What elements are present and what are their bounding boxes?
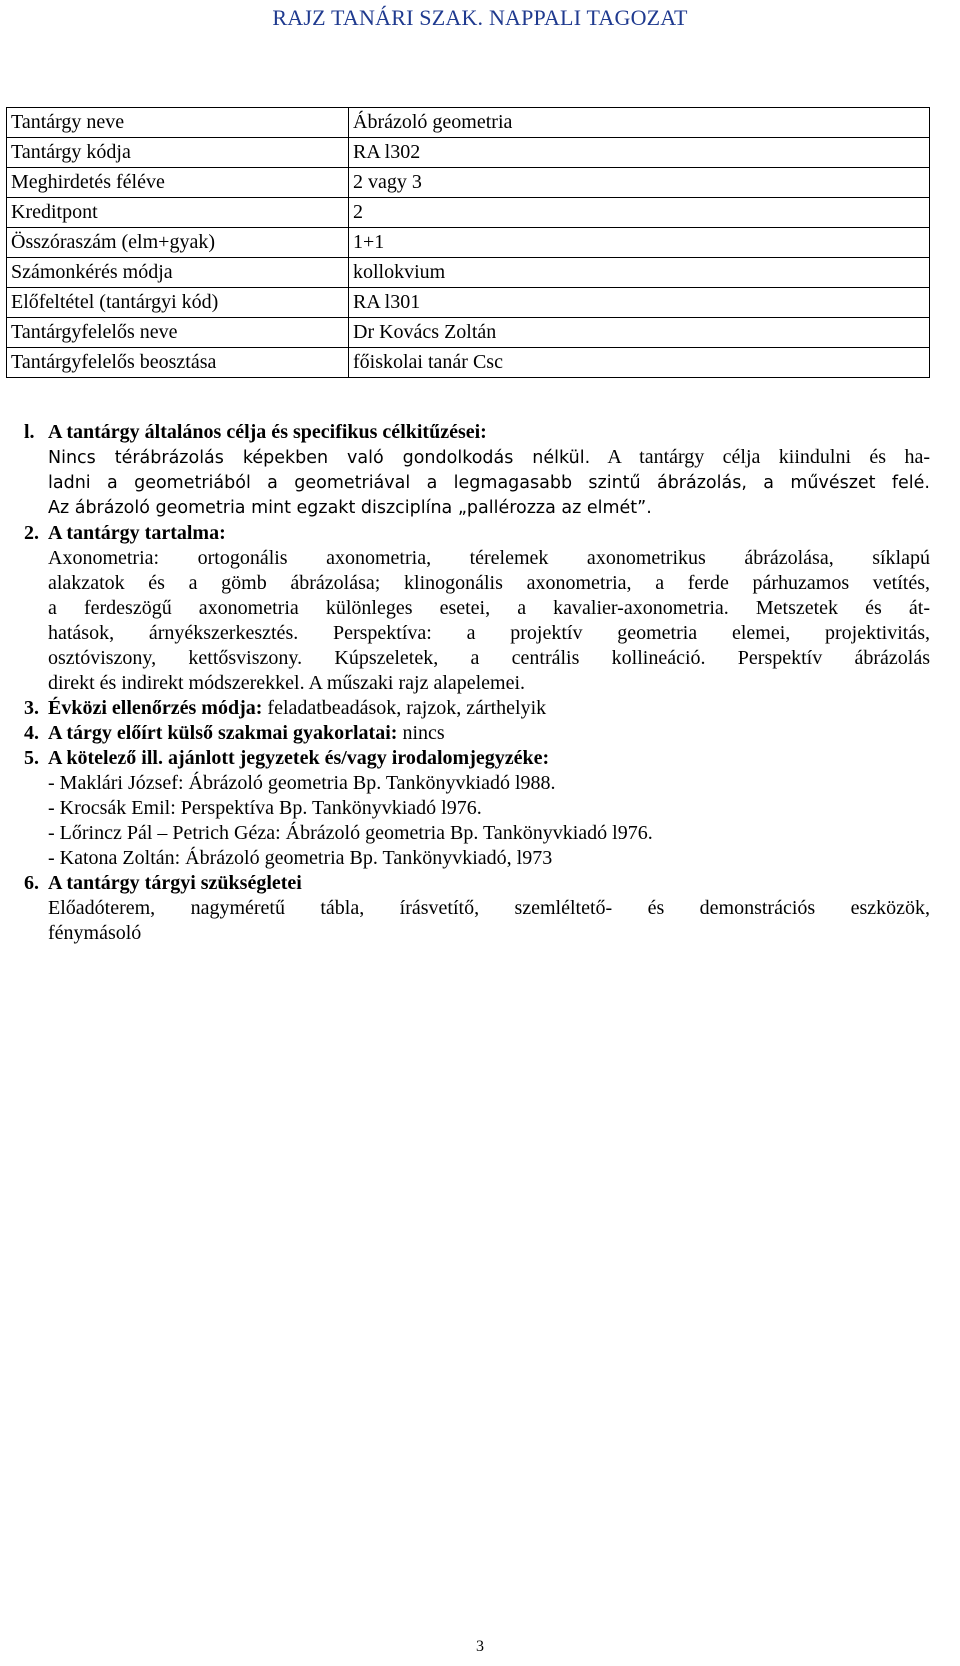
section-requirements <box>24 871 930 946</box>
row-value: főiskolai tanár Csc <box>349 348 930 378</box>
row-label: Kreditpont <box>7 198 349 228</box>
section-text: nincs <box>397 722 445 744</box>
row-value: Ábrázoló geometria <box>349 108 930 138</box>
paragraph-line <box>48 445 930 471</box>
section-assessment <box>24 696 930 721</box>
paragraph-line: hatások, árnyékszerkesztés. Perspektíva: a projektív geometria elemei, projektivitás, <box>48 622 930 644</box>
row-label: Tantárgy kódja <box>7 138 349 168</box>
section-title: Évközi ellenőrzés módja: <box>48 697 263 719</box>
section-bibliography <box>24 746 930 871</box>
table-row <box>7 318 930 348</box>
section-number: 2. <box>24 522 39 544</box>
row-label: Számonkérés módja <box>7 258 349 288</box>
row-value: 2 <box>349 198 930 228</box>
section-practice <box>24 721 930 746</box>
row-value: RA l302 <box>349 138 930 168</box>
section-content <box>24 521 930 696</box>
table-row <box>7 228 930 258</box>
paragraph-line: ladni a geometriából a geometriával a legmagasabb szintű ábrázolás, a művészet felé. <box>48 473 930 493</box>
section-number: 6. <box>24 872 39 894</box>
row-label: Tantárgy neve <box>7 108 349 138</box>
table-row <box>7 288 930 318</box>
row-value: RA l301 <box>349 288 930 318</box>
section-title: A kötelező ill. ajánlott jegyzetek és/vagy irodalomjegyzéke: <box>48 747 550 769</box>
row-value: kollokvium <box>349 258 930 288</box>
row-value: 2 vagy 3 <box>349 168 930 198</box>
section-title: A tantárgy tárgyi szükségletei <box>48 872 302 894</box>
paragraph-line: alakzatok és a gömb ábrázolása; klinogonális axonometria, a ferde párhuzamos vetítés, <box>48 572 930 594</box>
row-value: 1+1 <box>349 228 930 258</box>
table-row <box>7 348 930 378</box>
section-title: A tárgy előírt külső szakmai gyakorlatai: <box>48 722 398 744</box>
goal-sentence-1: Nincs térábrázolás képekben való gondolkodás nélkül. <box>48 448 591 468</box>
row-label: Tantárgyfelelős beosztása <box>7 348 349 378</box>
section-title: A tantárgy tartalma: <box>48 522 226 544</box>
paragraph-line: direkt és indirekt módszerekkel. A műszaki rajz alapelemei. <box>48 672 526 694</box>
table-row <box>7 108 930 138</box>
section-text: feladatbeadások, rajzok, zárthelyik <box>262 697 547 719</box>
row-label: Előfeltétel (tantárgyi kód) <box>7 288 349 318</box>
paragraph-line: Előadóterem, nagyméretű tábla, írásvetítő, szemléltető- és demonstrációs eszközök, <box>48 897 930 919</box>
list-item: - Lőrincz Pál – Petrich Géza: Ábrázoló geometria Bp. Tankönyvkiadó l976. <box>48 822 653 844</box>
section-number: 5. <box>24 747 39 769</box>
paragraph-line: osztóviszony, kettősviszony. Kúpszeletek, a centrális kollineáció. Perspektív ábrázolás <box>48 647 930 669</box>
table-row <box>7 168 930 198</box>
course-info-table <box>6 107 930 378</box>
goal-sentence-2: A tantárgy célja kiindulni és ha- <box>590 446 930 468</box>
list-item: - Katona Zoltán: Ábrázoló geometria Bp. Tankönyvkiadó, l973 <box>48 847 553 869</box>
paragraph-line: Axonometria: ortogonális axonometria, térelemek axonometrikus ábrázolása, síklapú <box>48 547 930 569</box>
list-item: - Maklári József: Ábrázoló geometria Bp. Tankönyvkiadó l988. <box>48 772 556 794</box>
page-header: RAJZ TANÁRI SZAK. NAPPALI TAGOZAT <box>272 5 688 30</box>
table-row <box>7 198 930 228</box>
row-value: Dr Kovács Zoltán <box>349 318 930 348</box>
list-item: - Krocsák Emil: Perspektíva Bp. Tankönyvkiadó l976. <box>48 797 482 819</box>
row-label: Összóraszám (elm+gyak) <box>7 228 349 258</box>
row-label: Tantárgyfelelős neve <box>7 318 349 348</box>
table-row <box>7 258 930 288</box>
section-number: l. <box>24 421 35 443</box>
section-number: 4. <box>24 722 39 744</box>
paragraph-line: Az ábrázoló geometria mint egzakt diszciplína „pallérozza az elmét”. <box>48 498 652 518</box>
section-title: A tantárgy általános célja és specifikus célkitűzései: <box>48 421 487 443</box>
page-number: 3 <box>476 1638 484 1655</box>
section-number: 3. <box>24 697 39 719</box>
syllabus-content <box>24 420 930 946</box>
row-label: Meghirdetés féléve <box>7 168 349 198</box>
section-goals <box>24 420 930 521</box>
table-row <box>7 138 930 168</box>
paragraph-line: a ferdeszögű axonometria különleges esetei, a kavalier-axonometria. Metszetek és át- <box>48 597 930 619</box>
paragraph-line: fénymásoló <box>48 922 142 944</box>
